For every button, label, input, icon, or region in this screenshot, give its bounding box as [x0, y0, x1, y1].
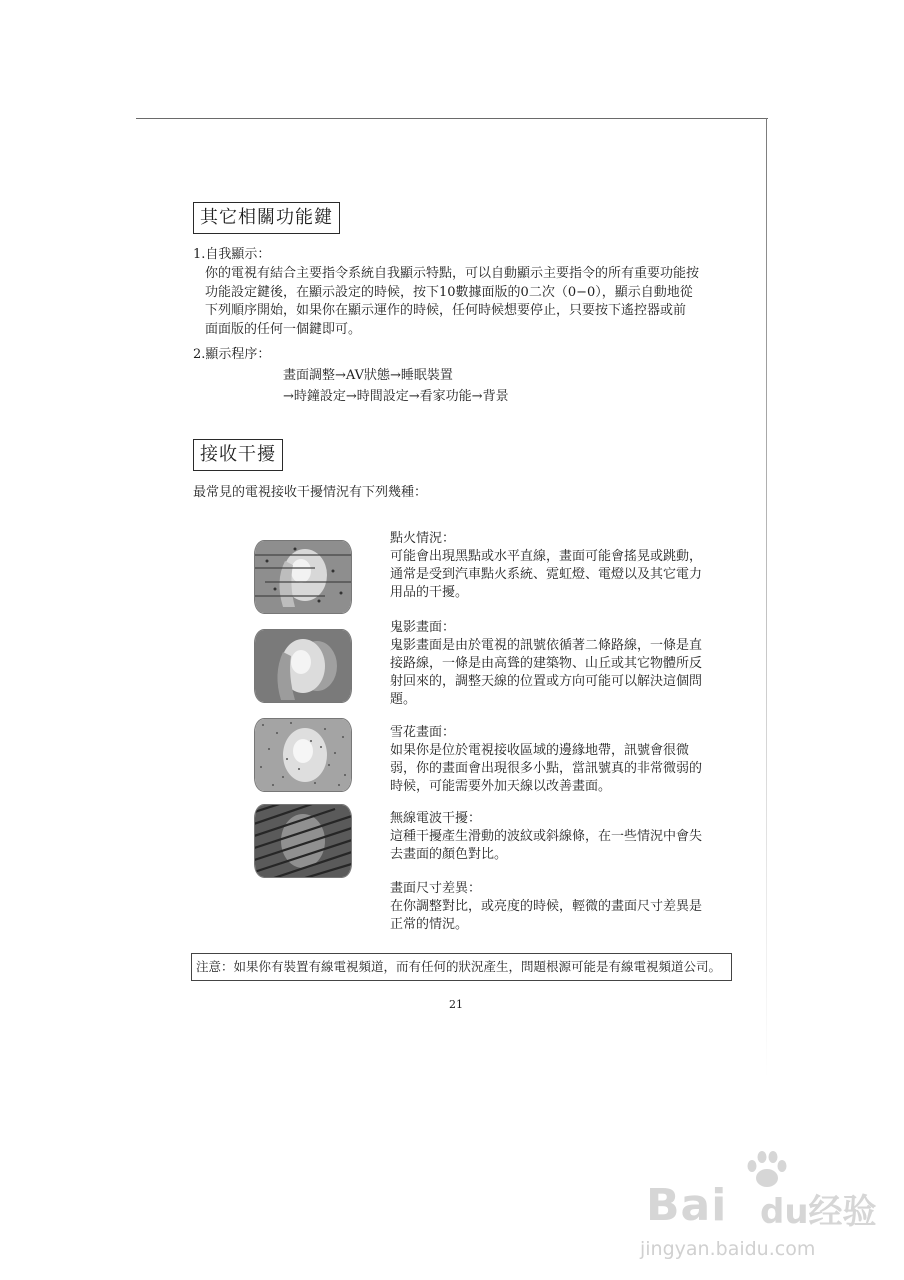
- interference-item-line: 如果你是位於電視接收區域的邊緣地帶，訊號會很微: [390, 743, 690, 758]
- page-right-edge: [766, 118, 767, 1078]
- watermark-url: jingyan.baidu.com: [640, 1238, 816, 1260]
- interference-item: [390, 880, 730, 934]
- interference-item-line: 射回來的，調整天線的位置或方向可能可以解決這個問: [390, 674, 703, 689]
- self-display-paragraph: [205, 265, 745, 339]
- display-sequence-line: 畫面調整→AV狀態→睡眠裝置: [283, 368, 453, 383]
- cable-note-box: 注意：如果你有裝置有線電視頻道，而有任何的狀況產生，問題根源可能是有線電視頻道公司。: [191, 953, 732, 981]
- interference-item-line: 接路線，一條是由高聳的建築物、山丘或其它物體所反: [390, 656, 703, 671]
- interference-item-line: 可能會出現黑點或水平直線，畫面可能會搖晃或跳動，: [390, 549, 703, 564]
- section-heading-related-keys: 其它相關功能鍵: [193, 202, 340, 234]
- page-top-edge: [136, 118, 768, 119]
- interference-item-title: 點火情況：: [390, 531, 456, 546]
- tv-radio-wave-image: [254, 804, 352, 878]
- interference-item-title: 無線電波干擾：: [390, 811, 482, 826]
- interference-item-line: 在你調整對比，或亮度的時候，輕微的畫面尺寸差異是: [390, 899, 703, 914]
- interference-item-title: 鬼影畫面：: [390, 620, 456, 635]
- paragraph-line: 你的電視有結合主要指令系統自我顯示特點，可以自動顯示主要指令的所有重要功能按: [205, 266, 700, 281]
- tv-snow-image: [254, 718, 352, 792]
- section-heading-reception-interference: 接收干擾: [193, 439, 283, 471]
- baidu-jingyan-watermark: [640, 1150, 877, 1270]
- interference-item-line: 鬼影畫面是由於電視的訊號依循著二條路線，一條是直: [390, 638, 703, 653]
- interference-item-line: 題。: [390, 692, 417, 707]
- tv-ignition-interference-image: [254, 540, 352, 614]
- interference-item: [390, 619, 730, 709]
- paragraph-line: 功能設定鍵後，在顯示設定的時候，按下10數據面版的0二次（0−0），顯示自動地從: [205, 284, 693, 300]
- paragraph-line: 下列順序開始，如果你在顯示運作的時候，任何時候想要停止，只要按下遙控器或前: [205, 303, 687, 318]
- paragraph-line: 面面版的任何一個鍵即可。: [205, 321, 362, 337]
- interference-item-line: 時候，可能需要外加天線以改善畫面。: [390, 779, 612, 794]
- display-sequence-title: 2.顯示程序：: [193, 347, 271, 362]
- watermark-brand: Bai: [646, 1180, 728, 1231]
- interference-item: [390, 724, 730, 796]
- interference-item-line: 正常的情況。: [390, 917, 469, 932]
- interference-item-line: 通常是受到汽車點火系統、霓虹燈、電燈以及其它電力: [390, 567, 703, 582]
- interference-item-line: 用品的干擾。: [390, 585, 469, 600]
- tv-ghost-image: [254, 629, 352, 703]
- page-number: 21: [449, 998, 463, 1011]
- interference-intro: 最常見的電視接收干擾情況有下列幾種：: [193, 485, 428, 500]
- display-sequence-line: →時鐘設定→時間設定→看家功能→背景: [283, 389, 509, 404]
- interference-item: [390, 530, 730, 602]
- watermark-suffix: du经验: [760, 1192, 877, 1232]
- interference-item-title: 雪花畫面：: [390, 725, 456, 740]
- interference-item-title: 畫面尺寸差異：: [390, 881, 482, 896]
- self-display-title: 1.自我顯示：: [193, 247, 271, 262]
- interference-item-line: 去畫面的顏色對比。: [390, 847, 508, 862]
- interference-item-line: 弱，你的畫面會出現很多小點，當訊號真的非常微弱的: [390, 761, 703, 776]
- interference-item: [390, 810, 730, 864]
- interference-item-line: 這種干擾產生滑動的波紋或斜線條，在一些情況中會失: [390, 829, 703, 844]
